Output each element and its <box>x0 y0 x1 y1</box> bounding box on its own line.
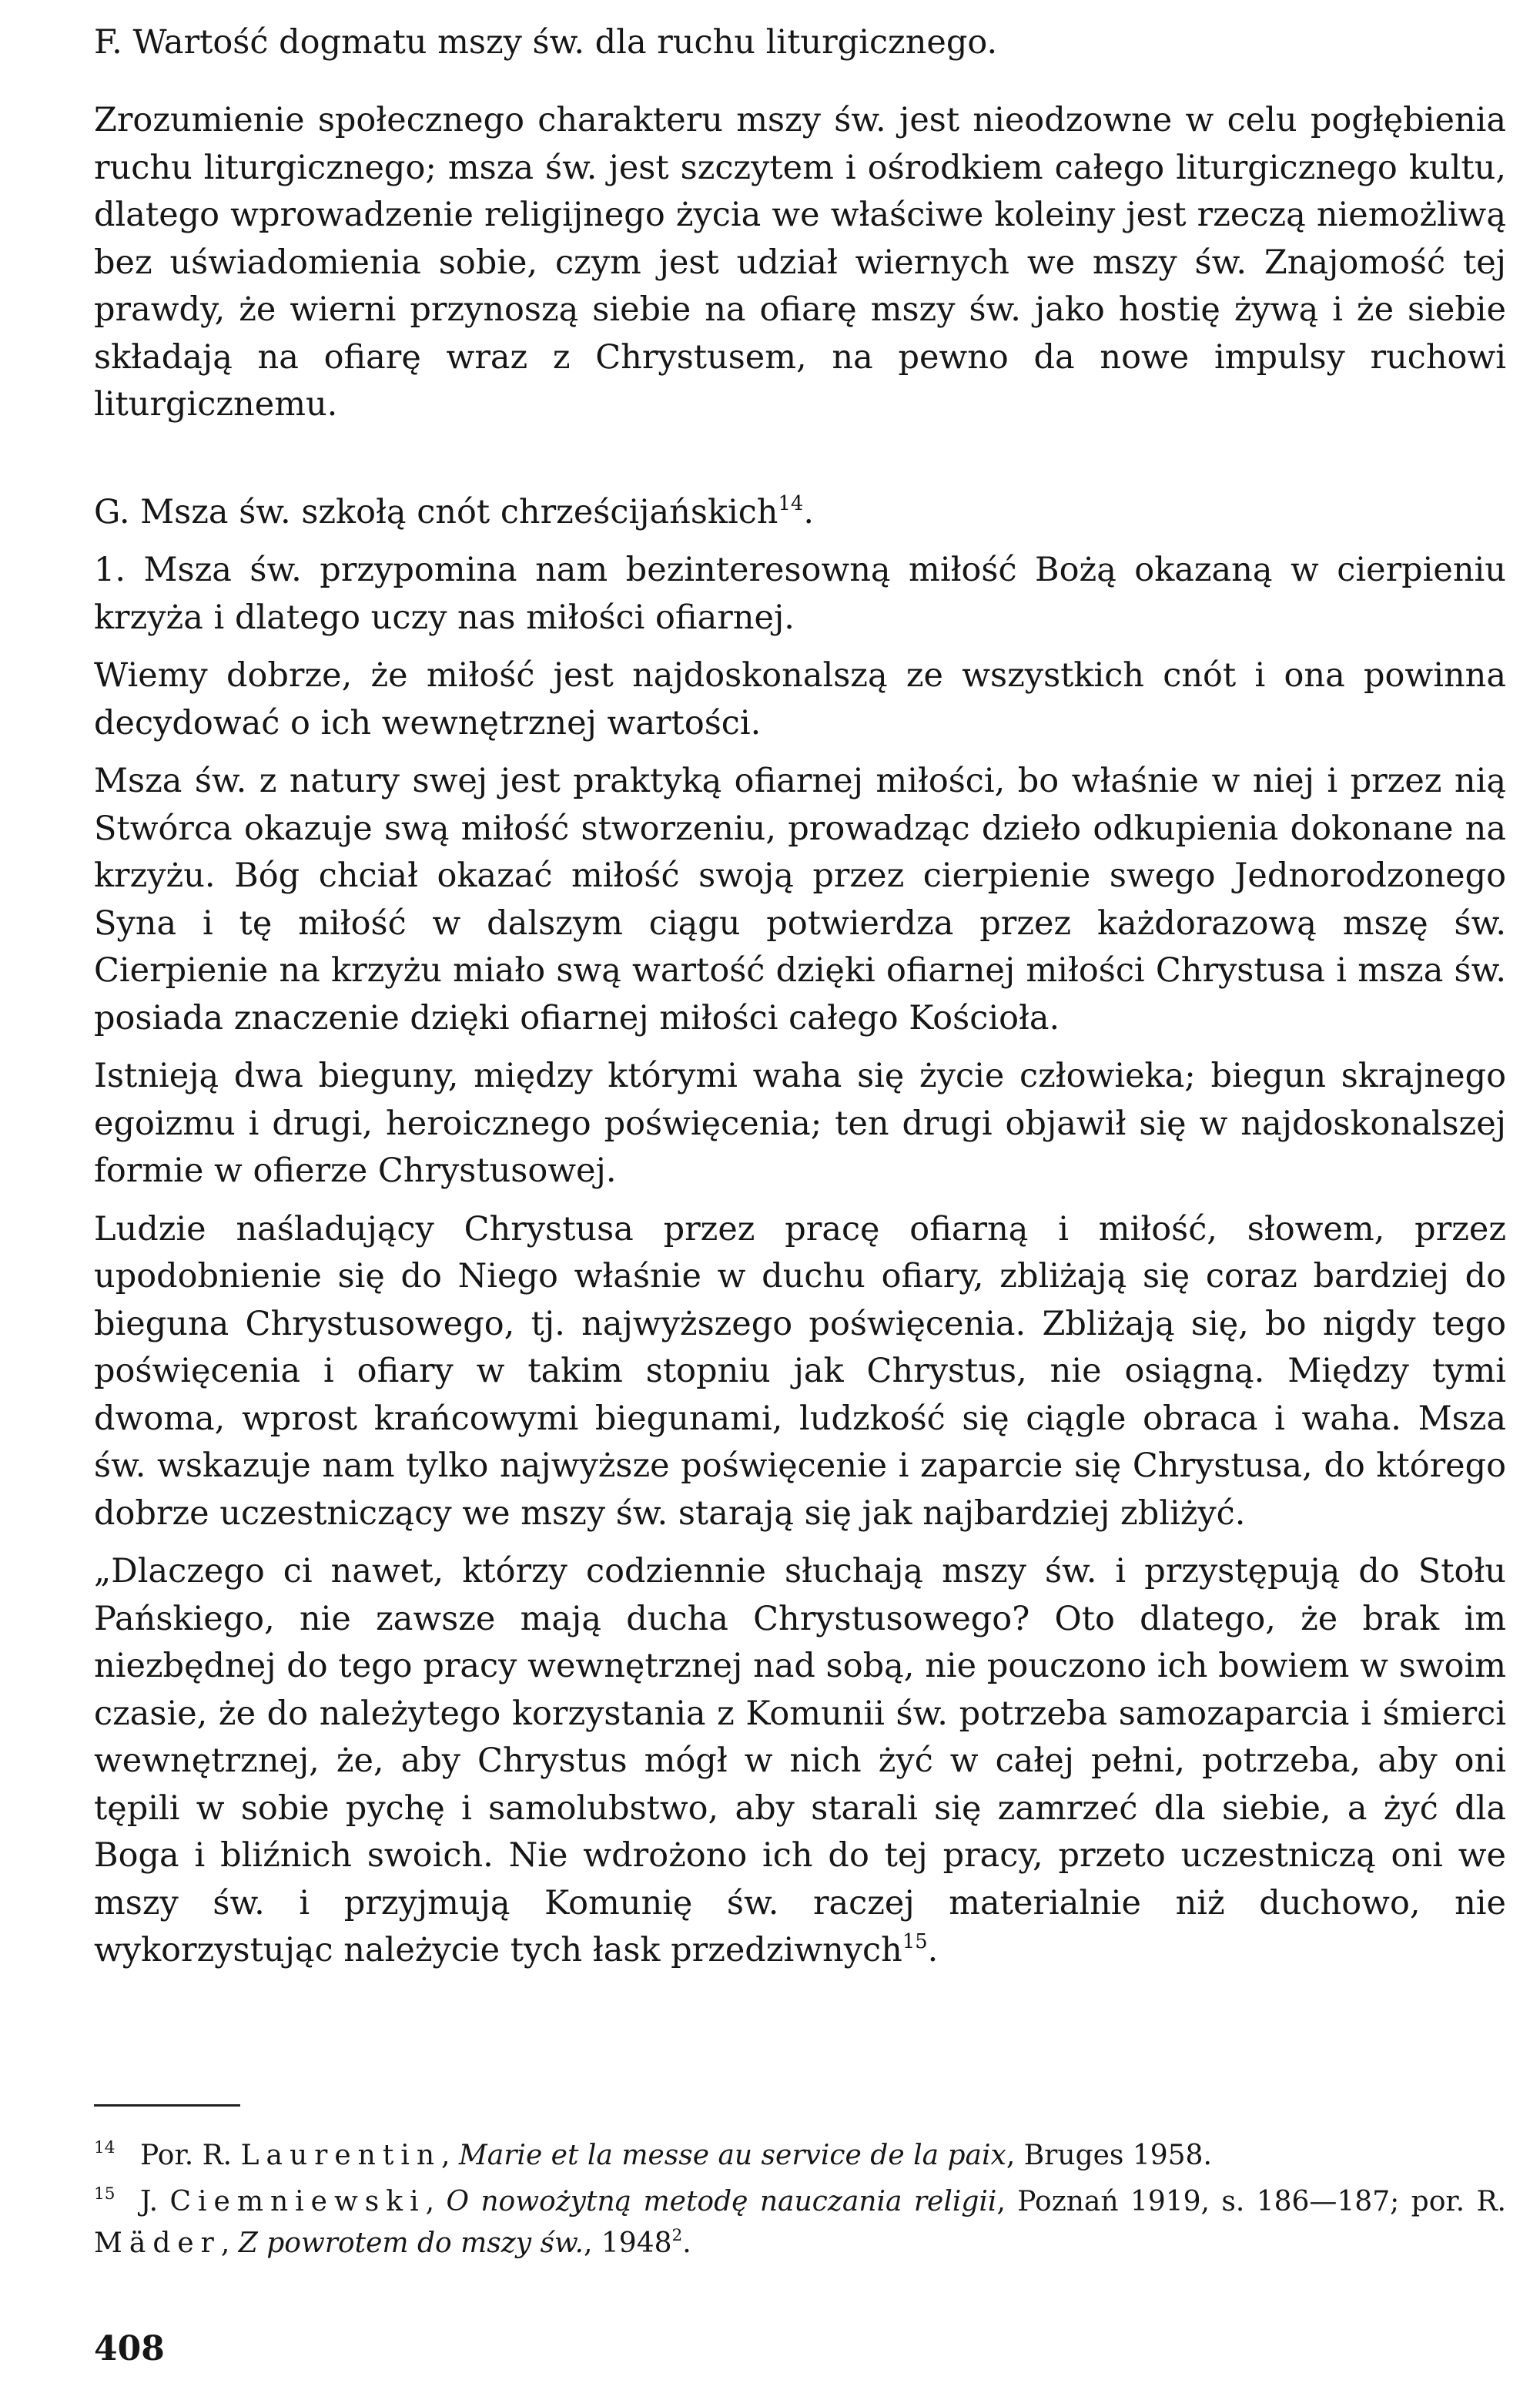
footnote-rest: , Bruges 1958. <box>1006 2140 1212 2171</box>
footnote-title-2: Z powrotem do mszy św. <box>238 2227 584 2259</box>
footnote-15: $^{15}$ J. Ciemniewski, O nowożytną metodę nauczania religii, Poznań 1919, s. 186—187; por. R. Mäder, Z powrotem do mszy św., 1948$^2$. <box>94 2181 1506 2264</box>
footnote-author-2: Mäder <box>94 2227 221 2259</box>
footnote-rest: , Poznań 1919, s. 186—187; por. R. <box>996 2186 1507 2217</box>
footnote-ref-14[interactable]: 14 <box>778 491 804 515</box>
quote-text: „Dlaczego ci nawet, którzy codziennie słuchają mszy św. i przystępują do Stołu Pańskiego, nie zawsze mają ducha Chrystusowego? Oto dlatego, że brak im niezbędnej do tego pracy wewnętrznej nad sobą, nie pouczono ich bowiem w swoim czasie, że do należytego korzystania z Komunii św. potrzeba samozaparcia i śmierci wewnętrznej, że, aby Chrystus mógł w nich żyć w całej pełni, potrzeba, aby oni tępili w sobie pychę i samolubstwo, aby starali się zamrzeć dla siebie, a żyć dla Boga i bliźnich swoich. Nie wdrożono ich do tej pracy, przeto uczestniczą oni we mszy św. i przyjmują Komunię św. raczej materialnie niż duchowo, nie wykorzystując należycie tych łask przedziwnych <box>94 1552 1506 1969</box>
footnote-title: Marie et la messe au service de la paix <box>458 2140 1006 2171</box>
quote-end: . <box>927 1931 939 1969</box>
footnote-author: Ciemniewski <box>169 2186 426 2217</box>
footnote-ref-15[interactable]: 15 <box>902 1929 928 1953</box>
section-f-paragraph: Zrozumienie społecznego charakteru mszy św. jest nieodzowne w celu pogłębienia ruchu liturgicznego; msza św. jest szczytem i ośrodkiem całego liturgicznego kultu, dlatego wprowadzenie religijnego życia we właściwe koleiny jest rzeczą niemożliwą bez uświadomienia sobie, czym jest udział wiernych we mszy św. Znajomość tej prawdy, że wierni przynoszą siebie na ofiarę mszy św. jako hostię żywą i że siebie składają na ofiarę wraz z Chrystusem, na pewno da nowe impulsy ruchowi liturgicznemu. <box>94 101 1506 424</box>
section-g-paragraph-5 <box>94 1548 1506 1975</box>
section-g-paragraph-2: Msza św. z natury swej jest praktyką ofiarnej miłości, bo właśnie w niej i przez nią Stwórca okazuje swą miłość stworzeniu, prowadząc dzieło odkupienia dokonane na krzyżu. Bóg chciał okazać miłość swoją przez cierpienie swego Jednorodzonego Syna i tę miłość w dalszym ciągu potwierdza przez każdorazową mszę św. Cierpienie na krzyżu miało swą wartość dzięki ofiarnej miłości Chrystusa i msza św. posiada znaczenie dzięki ofiarnej miłości całego Kościoła. <box>94 762 1506 1037</box>
section-g-paragraph-1: Wiemy dobrze, że miłość jest najdoskonalszą ze wszystkich cnót i ona powinna decydować o ich wewnętrznej wartości. <box>94 656 1506 742</box>
footnote-divider <box>94 2104 240 2107</box>
footnote-rest-2: , 1948 <box>584 2227 672 2259</box>
section-g-heading <box>94 488 1506 536</box>
footnote-title: O nowożytną metodę nauczania religii <box>446 2186 997 2217</box>
section-g-heading-end: . <box>803 493 814 531</box>
section-g-paragraph-3: Istnieją dwa bieguny, między którymi waha się życie człowieka; biegun skrajnego egoizmu i drugi, heroicznego poświęcenia; ten drugi objawił się w najdoskonalszej formie w ofierze Chrystusowej. <box>94 1057 1506 1190</box>
section-g-paragraph-4: Ludzie naśladujący Chrystusa przez pracę ofiarną i miłość, słowem, przez upodobnienie się do Niego właśnie w duchu ofiary, zbliżają się coraz bardziej do bieguna Chrystusowego, tj. najwyższego poświęcenia. Zbliżają się, bo nigdy tego poświęcenia i ofiary w takim stopniu jak Chrystus, nie osiągną. Między tymi dwoma, wprost krańcowymi biegunami, ludzkość się ciągle obraca i waha. Msza św. wskazuje nam tylko najwyższe poświęcenie i zaparcie się Chrystusa, do którego dobrze uczestniczący we mszy św. starają się jak najbardziej zbliżyć. <box>94 1209 1506 1533</box>
page-number: 408 <box>94 2329 165 2368</box>
footnote-edition: 2 <box>671 2226 683 2245</box>
footnote-prefix: J. <box>140 2186 170 2217</box>
section-f-heading: F. Wartość dogmatu mszy św. dla ruchu liturgicznego. <box>94 23 998 62</box>
footnote-prefix: Por. R. <box>140 2140 241 2171</box>
footnote-author: Laurentin <box>240 2140 441 2171</box>
footnotes <box>94 2135 1506 2264</box>
section-g-subheading-1: 1. Msza św. przypomina nam bezinteresowną miłość Bożą okazaną w cierpieniu krzyża i dlatego uczy nas miłości ofiarnej. <box>94 551 1506 637</box>
section-f <box>94 18 1506 429</box>
footnote-14: $^{14}$ Por. R. Laurentin, Marie et la messe au service de la paix, Bruges 1958. <box>94 2135 1506 2177</box>
footnote-number: 15 <box>94 2184 116 2204</box>
section-g-heading-text: G. Msza św. szkołą cnót chrześcijańskich <box>94 493 778 531</box>
footnote-number: 14 <box>94 2138 116 2157</box>
section-g <box>94 488 1506 1975</box>
